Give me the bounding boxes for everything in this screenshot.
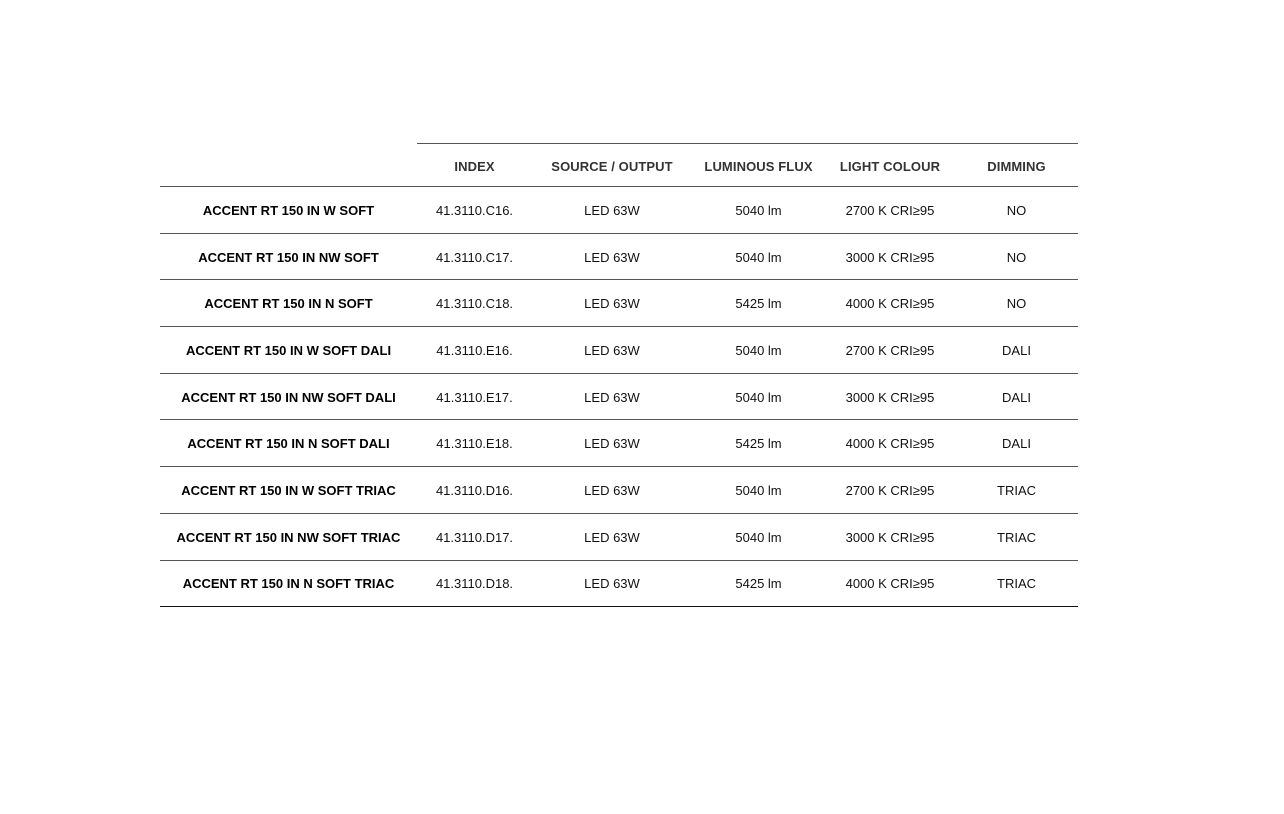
- product-colour: 4000 K CRI≥95: [845, 436, 935, 452]
- header-flux: LUMINOUS FLUX: [704, 158, 813, 174]
- product-flux: 5425 lm: [735, 296, 782, 312]
- product-dimming: NO: [1006, 249, 1027, 265]
- product-source: LED 63W: [584, 342, 640, 358]
- product-colour: 4000 K CRI≥95: [845, 296, 935, 312]
- product-dimming: NO: [1006, 296, 1027, 312]
- product-source: LED 63W: [584, 436, 640, 452]
- header-top-rule: [417, 143, 1078, 144]
- product-name: ACCENT RT 150 IN W SOFT TRIAC: [181, 482, 396, 498]
- header-index: INDEX: [454, 158, 495, 174]
- product-flux: 5425 lm: [735, 576, 782, 592]
- header-source: SOURCE / OUTPUT: [551, 158, 673, 174]
- table-row: [160, 514, 1078, 561]
- table-row: [160, 374, 1078, 421]
- product-flux: 5040 lm: [735, 482, 782, 498]
- table-row: [160, 467, 1078, 514]
- table-row: [160, 327, 1078, 374]
- product-flux: 5040 lm: [735, 202, 782, 218]
- product-dimming: DALI: [1002, 342, 1031, 358]
- product-dimming: TRIAC: [997, 576, 1036, 592]
- product-source: LED 63W: [584, 296, 640, 312]
- product-index: 41.3110.D16.: [435, 482, 514, 498]
- product-flux: 5040 lm: [735, 389, 782, 405]
- table-row: [160, 561, 1078, 608]
- product-index: 41.3110.C16.: [435, 202, 514, 218]
- product-source: LED 63W: [584, 389, 640, 405]
- product-source: LED 63W: [584, 202, 640, 218]
- product-dimming: DALI: [1002, 436, 1031, 452]
- product-index: 41.3110.E17.: [436, 389, 513, 405]
- table-row: [160, 187, 1078, 234]
- header-colour: LIGHT COLOUR: [839, 158, 941, 174]
- product-name: ACCENT RT 150 IN NW SOFT: [198, 249, 379, 265]
- table-header-row: [160, 143, 1078, 187]
- product-name: ACCENT RT 150 IN W SOFT DALI: [185, 342, 392, 358]
- product-name: ACCENT RT 150 IN NW SOFT TRIAC: [176, 529, 401, 545]
- product-name: ACCENT RT 150 IN N SOFT DALI: [187, 436, 390, 452]
- product-flux: 5040 lm: [735, 249, 782, 265]
- product-dimming: NO: [1006, 202, 1027, 218]
- product-colour: 3000 K CRI≥95: [845, 389, 935, 405]
- product-source: LED 63W: [584, 576, 640, 592]
- product-index: 41.3110.E16.: [436, 342, 513, 358]
- product-flux: 5425 lm: [735, 436, 782, 452]
- product-source: LED 63W: [584, 482, 640, 498]
- product-name: ACCENT RT 150 IN N SOFT: [204, 296, 373, 312]
- product-index: 41.3110.D17.: [435, 529, 514, 545]
- header-name: [160, 164, 417, 166]
- product-colour: 3000 K CRI≥95: [845, 249, 935, 265]
- product-source: LED 63W: [584, 529, 640, 545]
- product-flux: 5040 lm: [735, 529, 782, 545]
- product-dimming: TRIAC: [997, 482, 1036, 498]
- product-colour: 2700 K CRI≥95: [845, 202, 935, 218]
- table-row: [160, 420, 1078, 467]
- product-colour: 4000 K CRI≥95: [845, 576, 935, 592]
- product-index: 41.3110.C18.: [435, 296, 514, 312]
- product-name: ACCENT RT 150 IN W SOFT: [202, 202, 375, 218]
- product-colour: 2700 K CRI≥95: [845, 482, 935, 498]
- product-source: LED 63W: [584, 249, 640, 265]
- table-row: [160, 234, 1078, 281]
- table-row: [160, 280, 1078, 327]
- product-name: ACCENT RT 150 IN N SOFT TRIAC: [182, 576, 395, 592]
- product-colour: 3000 K CRI≥95: [845, 529, 935, 545]
- product-dimming: DALI: [1002, 389, 1031, 405]
- product-index: 41.3110.D18.: [435, 576, 514, 592]
- product-index: 41.3110.C17.: [435, 249, 514, 265]
- product-flux: 5040 lm: [735, 342, 782, 358]
- product-index: 41.3110.E18.: [436, 436, 513, 452]
- header-dimming: DIMMING: [987, 158, 1046, 174]
- product-dimming: TRIAC: [997, 529, 1036, 545]
- spec-table: [160, 143, 1078, 607]
- product-colour: 2700 K CRI≥95: [845, 342, 935, 358]
- product-name: ACCENT RT 150 IN NW SOFT DALI: [181, 389, 396, 405]
